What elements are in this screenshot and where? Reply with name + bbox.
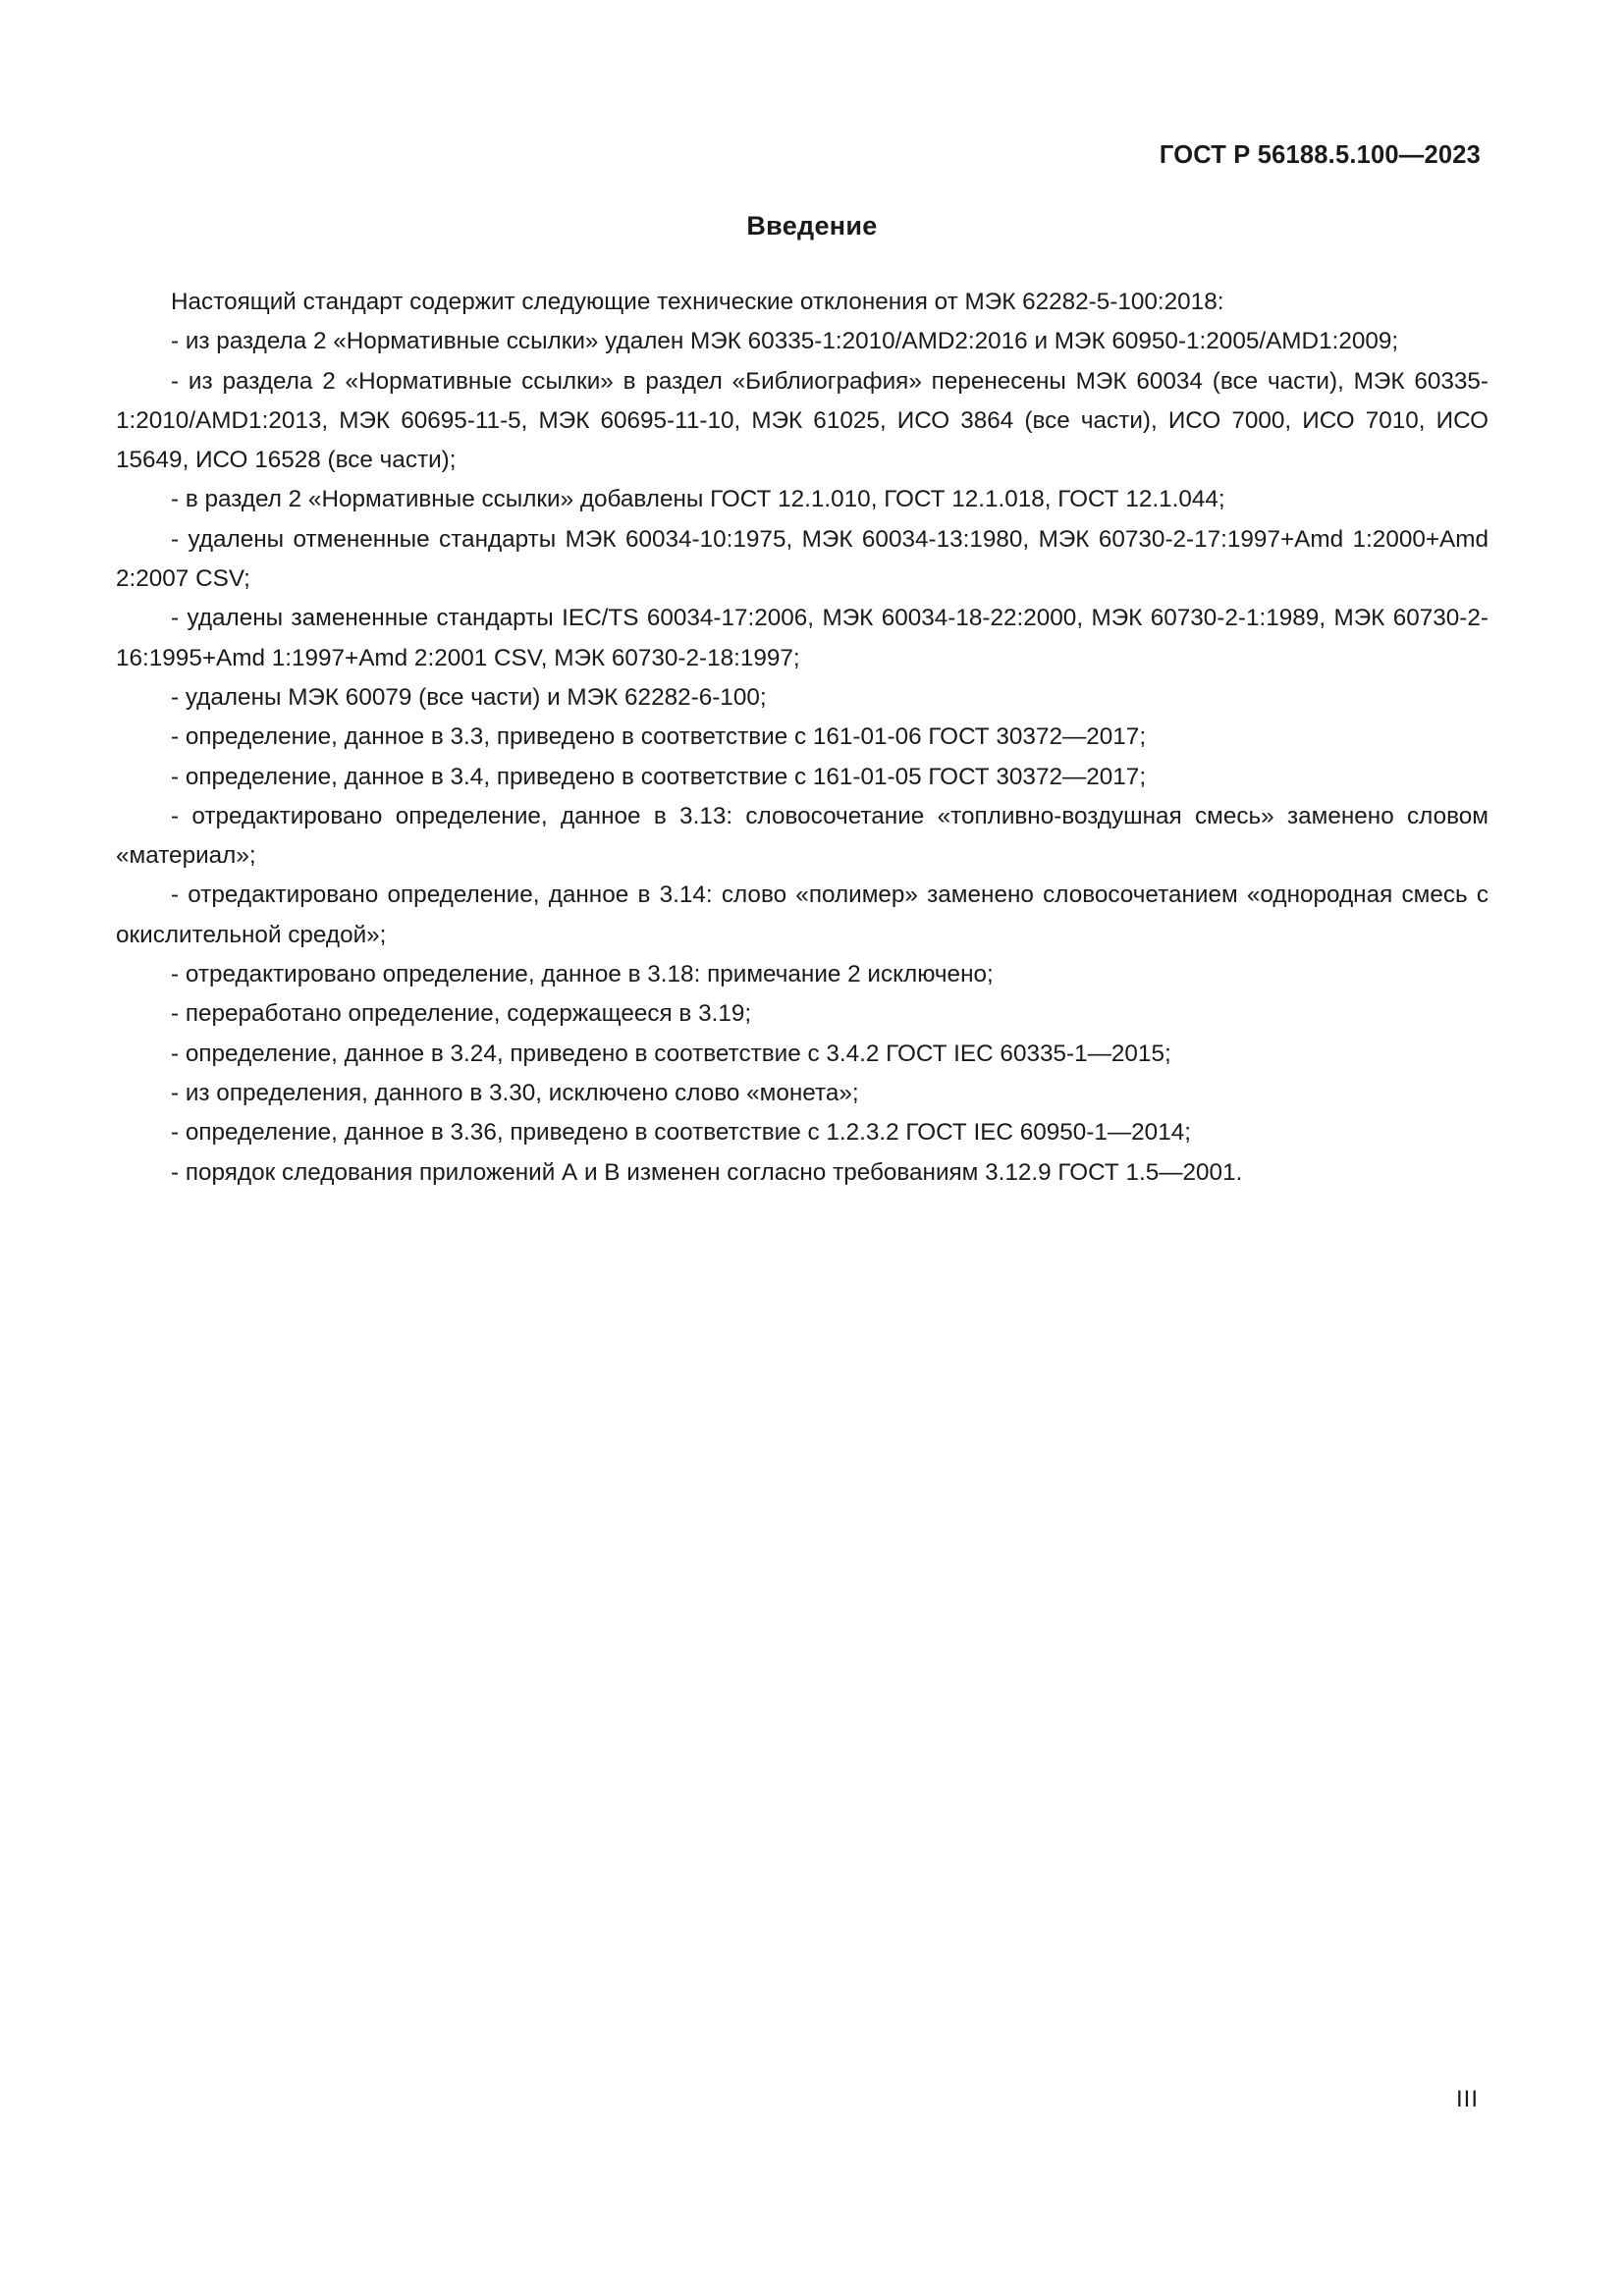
paragraph: - порядок следования приложений А и В изменен согласно требованиям 3.12.9 ГОСТ 1.5—2001. xyxy=(171,1158,1243,1186)
paragraph: - удалены замененные стандарты IEC/TS 60034-17:2006, МЭК 60034-18-22:2000, МЭК 60730-2-1:1989, МЭК 60730-2-16:1995+Amd 1:1997+Amd 2:2001 CSV, МЭК 60730-2-18:1997; xyxy=(116,605,1489,671)
page-number: III xyxy=(1455,2086,1479,2112)
introduction-body xyxy=(116,283,1489,1193)
paragraph: - определение, данное в 3.4, приведено в соответствие с 161-01-05 ГОСТ 30372—2017; xyxy=(171,763,1147,790)
paragraph: - определение, данное в 3.24, приведено в соответствие с 3.4.2 ГОСТ IEC 60335-1—2015; xyxy=(171,1040,1171,1067)
paragraph: - в раздел 2 «Нормативные ссылки» добавлены ГОСТ 12.1.010, ГОСТ 12.1.018, ГОСТ 12.1.044; xyxy=(171,486,1225,513)
paragraph: - определение, данное в 3.3, приведено в соответствие с 161-01-06 ГОСТ 30372—2017; xyxy=(171,723,1147,751)
page-title: Введение xyxy=(746,211,878,240)
paragraph: - удалены МЭК 60079 (все части) и МЭК 62282-6-100; xyxy=(171,683,767,711)
paragraph: - удалены отмененные стандарты МЭК 60034-10:1975, МЭК 60034-13:1980, МЭК 60730-2-17:1997+Amd 1:2000+Amd 2:2007 CSV; xyxy=(116,525,1489,593)
paragraph: - из раздела 2 «Нормативные ссылки» в раздел «Библиография» перенесены МЭК 60034 (все части), МЭК 60335-1:2010/AMD1:2013, МЭК 60695-11-5, МЭК 60695-11-10, МЭК 61025, ИСО 3864 (все части), ИСО 7000, ИСО 7010, ИСО 15649, ИСО 16528 (все части); xyxy=(116,367,1489,474)
paragraph: Настоящий стандарт содержит следующие технические отклонения от МЭК 62282-5-100:2018: xyxy=(171,289,1224,315)
paragraph: - из раздела 2 «Нормативные ссылки» удален МЭК 60335-1:2010/AMD2:2016 и МЭК 60950-1:2005/AMD1:2009; xyxy=(171,328,1399,355)
paragraph: - из определения, данного в 3.30, исключено слово «монета»; xyxy=(171,1079,859,1106)
paragraph: - отредактировано определение, данное в 3.18: примечание 2 исключено; xyxy=(171,961,994,988)
paragraph: - определение, данное в 3.36, приведено в соответствие с 1.2.3.2 ГОСТ IEC 60950-1—2014; xyxy=(171,1119,1191,1147)
page-header-standard-number: ГОСТ Р 56188.5.100—2023 xyxy=(1159,141,1481,169)
paragraph: - переработано определение, содержащееся в 3.19; xyxy=(171,1000,752,1028)
paragraph: - отредактировано определение, данное в 3.13: словосочетание «топливно-воздушная смесь» заменено словом «материал»; xyxy=(116,802,1489,870)
paragraph: - отредактировано определение, данное в 3.14: слово «полимер» заменено словосочетанием «однородная смесь с окислительной средой»; xyxy=(116,881,1489,948)
